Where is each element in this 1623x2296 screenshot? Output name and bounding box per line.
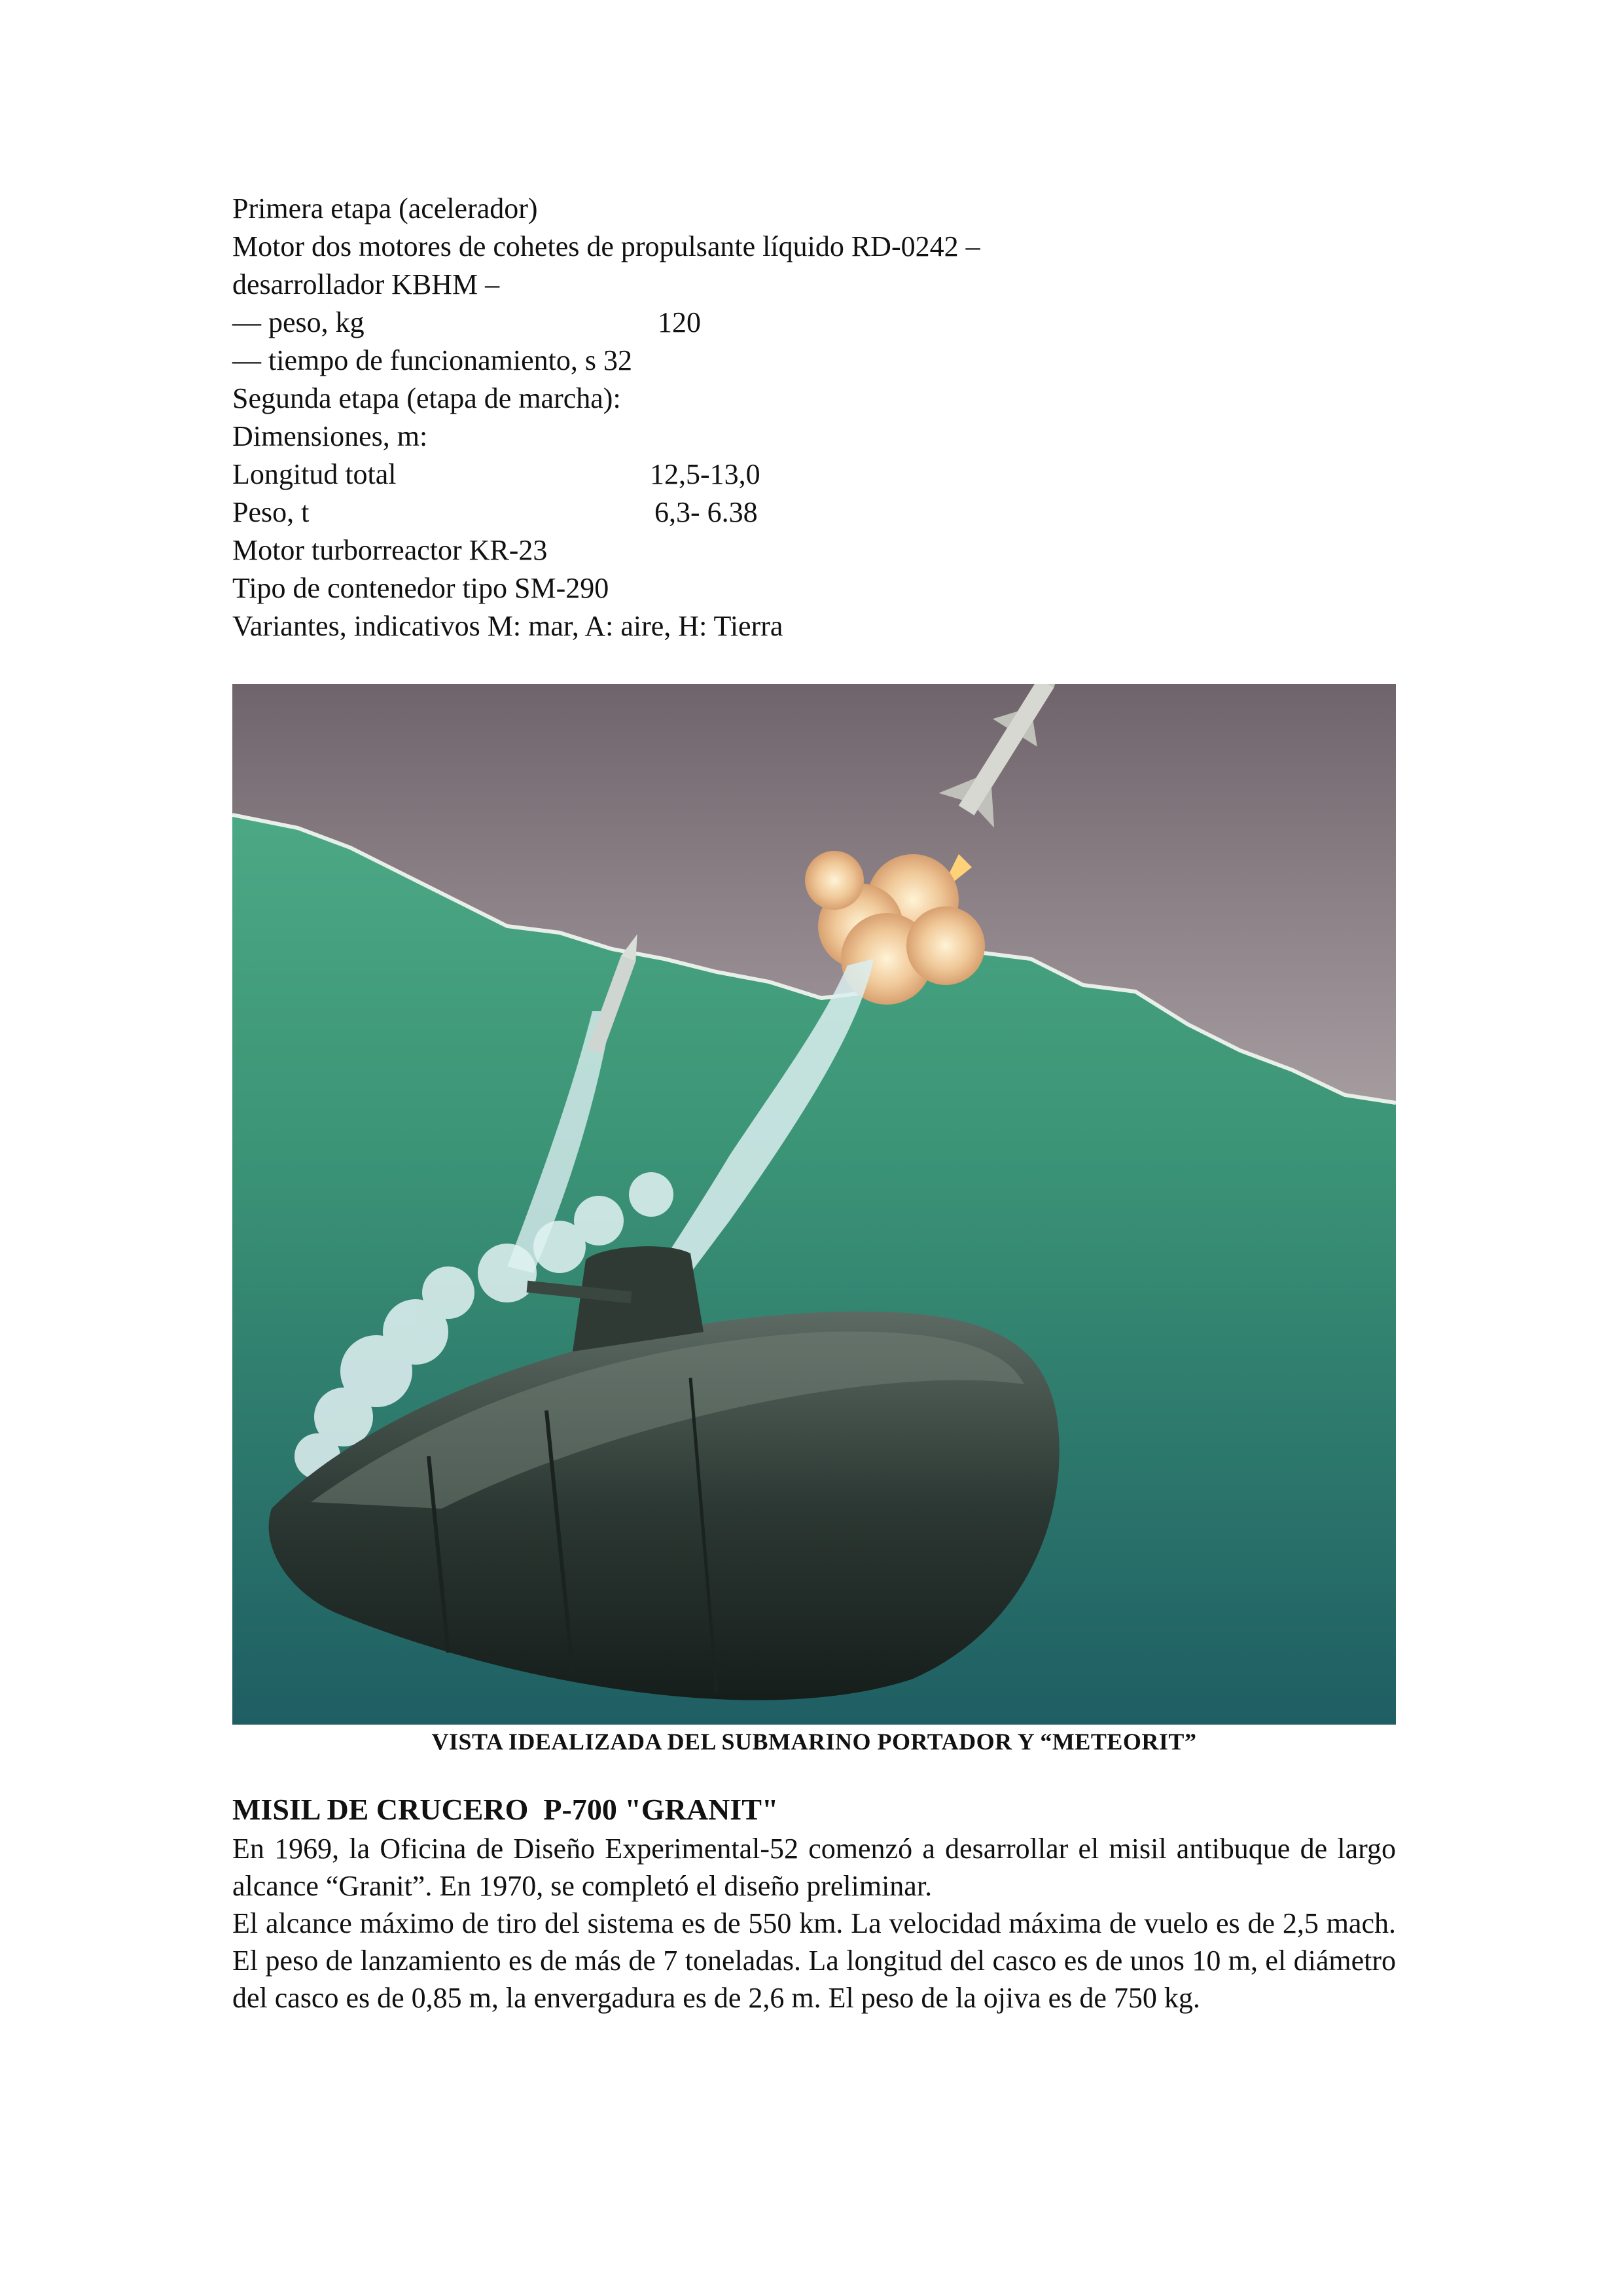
spec-line: desarrollador KBHM –	[232, 268, 500, 300]
spec-row-length	[232, 456, 1410, 493]
spec-line: Primera etapa (acelerador)	[232, 192, 538, 224]
spec-value: 6,3- 6.38	[654, 496, 758, 528]
spec-value: 120	[658, 306, 701, 338]
figure-caption: VISTA IDEALIZADA DEL SUBMARINO PORTADOR Y “METEORIT”	[431, 1729, 1197, 1755]
spec-line: — tiempo de funcionamiento, s 32	[232, 344, 632, 376]
specifications-list	[232, 190, 1410, 645]
section-body	[232, 1830, 1396, 2017]
spec-label: Peso, t	[232, 496, 310, 528]
spec-row-mass	[232, 493, 1410, 531]
paragraph: En 1969, la Oficina de Diseño Experimental-52 comenzó a desarrollar el misil antibuque de largo alcance “Granit”. En 1970, se completó el diseño preliminar.	[232, 1833, 1396, 1902]
illustration-svg	[232, 684, 1396, 1725]
spec-line: Motor turborreactor KR-23	[232, 534, 548, 566]
spec-label: — peso, kg	[232, 306, 365, 338]
spec-line: Dimensiones, m:	[232, 420, 428, 452]
spec-row-weight	[232, 304, 1410, 342]
section-heading: MISIL DE CRUCERO P-700 "GRANIT"	[232, 1793, 779, 1826]
spec-line: Tipo de contenedor tipo SM-290	[232, 572, 609, 604]
spec-value: 12,5-13,0	[650, 458, 760, 490]
spec-line: Variantes, indicativos M: mar, A: aire, H: Tierra	[232, 610, 783, 642]
spec-label: Longitud total	[232, 458, 397, 490]
paragraph: El alcance máximo de tiro del sistema es de 550 km. La velocidad máxima de vuelo es de 2,5 mach. El peso de lanzamiento es de más de 7 toneladas. La longitud del casco es de unos 10 m, el diámetro del casco es de 0,85 m, la envergadura es de 2,6 m. El peso de la ojiva es de 750 kg.	[232, 1907, 1396, 2014]
spec-line: Segunda etapa (etapa de marcha):	[232, 382, 621, 414]
spec-line: Motor dos motores de cohetes de propulsante líquido RD-0242 –	[232, 230, 980, 262]
submarine-illustration	[232, 684, 1396, 1725]
